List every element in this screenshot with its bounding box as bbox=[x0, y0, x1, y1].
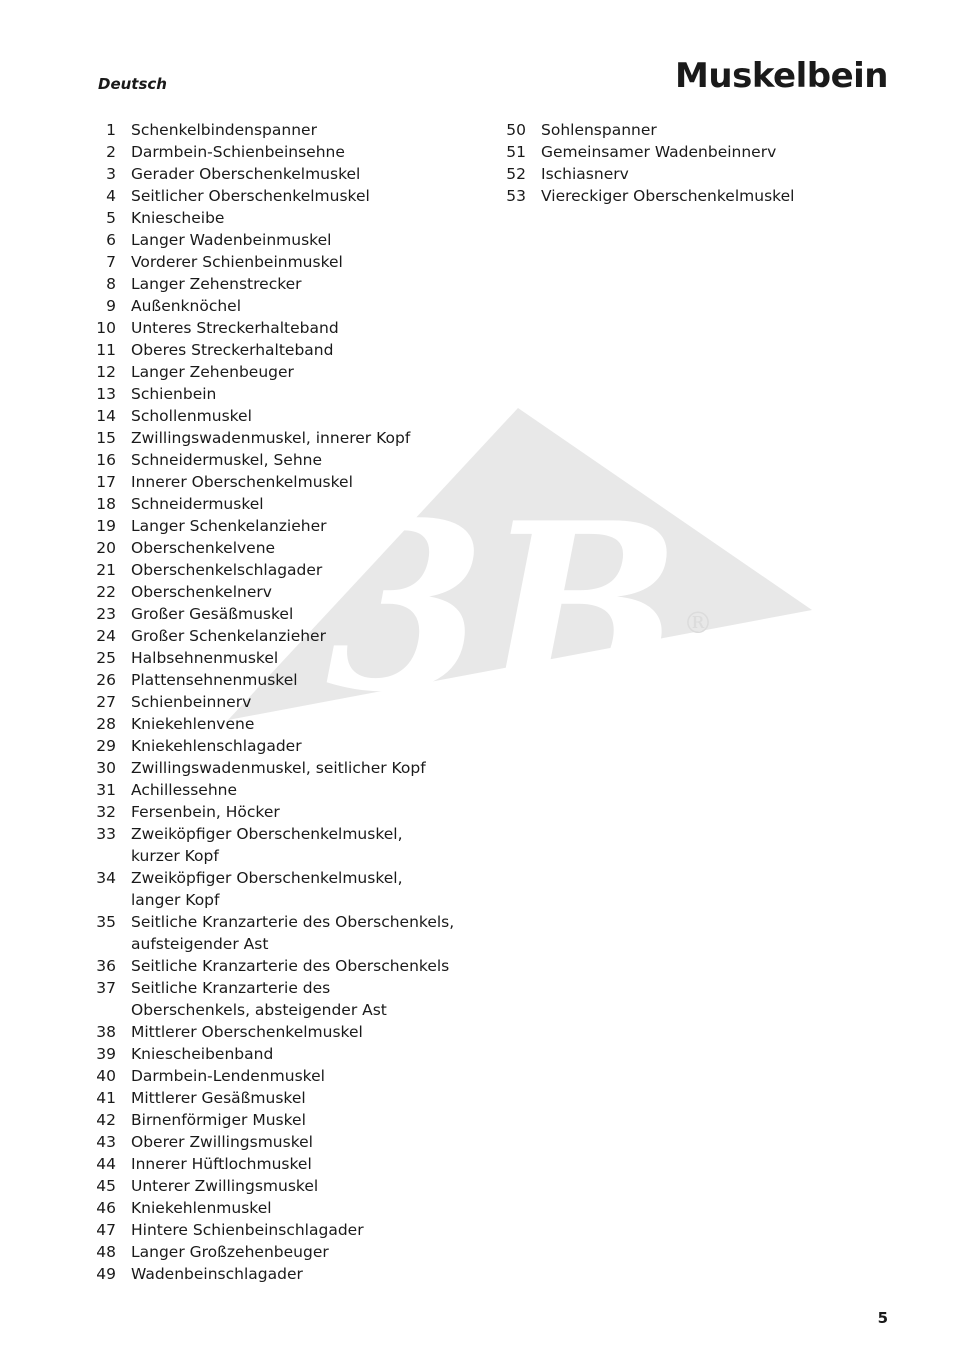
legend-item-number: 31 bbox=[96, 781, 116, 799]
legend-item bbox=[90, 581, 490, 603]
legend-item-label: Schneidermuskel bbox=[131, 495, 264, 513]
legend-item-label: Außenknöchel bbox=[131, 297, 242, 315]
legend-item-label: Oberschenkelvene bbox=[131, 539, 276, 557]
legend-item bbox=[90, 757, 490, 779]
legend-item-label: Gemeinsamer Wadenbeinnerv bbox=[541, 143, 777, 161]
legend-item bbox=[90, 405, 490, 427]
legend-item bbox=[90, 339, 490, 361]
registered-mark-icon: ® bbox=[683, 606, 713, 641]
legend-item bbox=[90, 1219, 490, 1241]
legend-item-label: Zwillingswadenmuskel, innerer Kopf bbox=[131, 429, 411, 447]
legend-item-number: 44 bbox=[96, 1155, 116, 1173]
language-label: Deutsch bbox=[98, 75, 167, 93]
legend-item-number: 40 bbox=[96, 1067, 116, 1085]
legend-item-label: Gerader Oberschenkelmuskel bbox=[131, 165, 361, 183]
legend-item-number: 48 bbox=[96, 1243, 116, 1261]
legend-item-label: Schienbeinnerv bbox=[131, 693, 252, 711]
legend-item bbox=[90, 361, 490, 383]
legend-item-label: Mittlerer Gesäßmuskel bbox=[131, 1089, 306, 1107]
legend-item-label: Oberschenkelnerv bbox=[131, 583, 272, 601]
legend-item-label: Innerer Hüftlochmuskel bbox=[131, 1155, 312, 1173]
legend-item bbox=[90, 713, 490, 735]
legend-item bbox=[500, 119, 830, 141]
legend-item bbox=[90, 691, 490, 713]
legend-item-number: 33 bbox=[96, 825, 116, 843]
legend-item-number: 39 bbox=[96, 1045, 116, 1063]
legend-item bbox=[90, 251, 490, 273]
legend-item-label: Achillessehne bbox=[131, 781, 238, 799]
legend-item-number: 15 bbox=[96, 429, 116, 447]
legend-item-number: 50 bbox=[506, 121, 526, 139]
legend-item bbox=[90, 1109, 490, 1131]
legend-item-label: Seitlicher Oberschenkelmuskel bbox=[131, 187, 370, 205]
legend-item-number: 17 bbox=[96, 473, 116, 491]
legend-item bbox=[90, 383, 490, 405]
legend-item bbox=[90, 141, 490, 163]
legend-item-number: 11 bbox=[96, 341, 116, 359]
legend-item-label: Birnenförmiger Muskel bbox=[131, 1111, 306, 1129]
legend-item bbox=[90, 801, 490, 823]
legend-item bbox=[90, 449, 490, 471]
legend-item-number: 52 bbox=[506, 165, 526, 183]
legend-item-number: 8 bbox=[106, 275, 116, 293]
legend-item-label: Hintere Schienbeinschlagader bbox=[131, 1221, 364, 1239]
legend-item bbox=[90, 1131, 490, 1153]
legend-item bbox=[90, 163, 490, 185]
legend-item bbox=[90, 977, 490, 1021]
legend-item-number: 38 bbox=[96, 1023, 116, 1041]
legend-item-label: Kniescheibe bbox=[131, 209, 225, 227]
legend-item bbox=[90, 603, 490, 625]
legend-item-number: 42 bbox=[96, 1111, 116, 1129]
legend-item-label: Unteres Streckerhalteband bbox=[131, 319, 339, 337]
legend-item bbox=[90, 625, 490, 647]
legend-item-number: 10 bbox=[96, 319, 116, 337]
legend-item-label: Wadenbeinschlagader bbox=[131, 1265, 303, 1283]
legend-item-number: 45 bbox=[96, 1177, 116, 1195]
legend-item-number: 28 bbox=[96, 715, 116, 733]
legend-item bbox=[90, 1153, 490, 1175]
legend-item-number: 32 bbox=[96, 803, 116, 821]
legend-item-number: 46 bbox=[96, 1199, 116, 1217]
legend-item-label: Ischiasnerv bbox=[541, 165, 629, 183]
legend-item bbox=[90, 537, 490, 559]
legend-item-number: 22 bbox=[96, 583, 116, 601]
legend-item-label: Innerer Oberschenkelmuskel bbox=[131, 473, 353, 491]
legend-item-label: Seitliche Kranzarterie des Oberschenkels, aufsteigender Ast bbox=[131, 913, 455, 953]
legend-item-label: Fersenbein, Höcker bbox=[131, 803, 280, 821]
legend-item-label: Schollenmuskel bbox=[131, 407, 252, 425]
legend-item-label: Kniekehlenschlagader bbox=[131, 737, 302, 755]
legend-item-number: 7 bbox=[106, 253, 116, 271]
watermark-logo-text: 3B bbox=[325, 473, 681, 728]
legend-item-number: 53 bbox=[506, 187, 526, 205]
legend-item bbox=[90, 955, 490, 977]
legend-item-number: 16 bbox=[96, 451, 116, 469]
legend-item-label: Seitliche Kranzarterie des Oberschenkels bbox=[131, 957, 450, 975]
legend-item-number: 36 bbox=[96, 957, 116, 975]
legend-item bbox=[500, 185, 830, 207]
legend-item-number: 6 bbox=[106, 231, 116, 249]
legend-item bbox=[90, 823, 490, 867]
legend-item-number: 49 bbox=[96, 1265, 116, 1283]
legend-item-label: Plattensehnenmuskel bbox=[131, 671, 298, 689]
legend-item bbox=[90, 1087, 490, 1109]
legend-item bbox=[90, 1065, 490, 1087]
legend-item-number: 3 bbox=[106, 165, 116, 183]
legend-item bbox=[90, 867, 490, 911]
legend-item-label: Langer Wadenbeinmuskel bbox=[131, 231, 332, 249]
legend-item-label: Sohlenspanner bbox=[541, 121, 657, 139]
legend-item-number: 47 bbox=[96, 1221, 116, 1239]
legend-item-label: Kniekehlenvene bbox=[131, 715, 255, 733]
legend-item bbox=[90, 493, 490, 515]
legend-item bbox=[90, 185, 490, 207]
legend-item bbox=[500, 141, 830, 163]
legend-item-number: 9 bbox=[106, 297, 116, 315]
legend-item bbox=[90, 1021, 490, 1043]
legend-item bbox=[90, 559, 490, 581]
legend-item-number: 51 bbox=[506, 143, 526, 161]
legend-item bbox=[90, 229, 490, 251]
legend-item-number: 21 bbox=[96, 561, 116, 579]
legend-item bbox=[90, 119, 490, 141]
legend-item bbox=[90, 207, 490, 229]
legend-item bbox=[90, 1241, 490, 1263]
legend-item-number: 34 bbox=[96, 869, 116, 887]
legend-item-number: 25 bbox=[96, 649, 116, 667]
legend-item-number: 30 bbox=[96, 759, 116, 777]
legend-item-number: 18 bbox=[96, 495, 116, 513]
legend-item-label: Großer Schenkelanzieher bbox=[131, 627, 326, 645]
legend-item-label: Darmbein-Schienbeinsehne bbox=[131, 143, 345, 161]
legend-item bbox=[90, 1263, 490, 1285]
legend-item-number: 43 bbox=[96, 1133, 116, 1151]
legend-item bbox=[90, 471, 490, 493]
page-title: Muskelbein bbox=[675, 56, 888, 96]
legend-item-label: Langer Schenkelanzieher bbox=[131, 517, 327, 535]
legend-item-label: Langer Großzehenbeuger bbox=[131, 1243, 329, 1261]
legend-item-label: Unterer Zwillingsmuskel bbox=[131, 1177, 319, 1195]
legend-item-number: 24 bbox=[96, 627, 116, 645]
legend-item bbox=[90, 669, 490, 691]
legend-item-label: Großer Gesäßmuskel bbox=[131, 605, 294, 623]
legend-item-number: 13 bbox=[96, 385, 116, 403]
legend-item-label: Langer Zehenbeuger bbox=[131, 363, 294, 381]
legend-item bbox=[90, 1197, 490, 1219]
legend-item-number: 37 bbox=[96, 979, 116, 997]
legend-item-label: Oberer Zwillingsmuskel bbox=[131, 1133, 313, 1151]
legend-item bbox=[90, 295, 490, 317]
legend-item-number: 12 bbox=[96, 363, 116, 381]
legend-item bbox=[500, 163, 830, 185]
legend-item-label: Oberschenkelschlagader bbox=[131, 561, 323, 579]
legend-item-label: Mittlerer Oberschenkelmuskel bbox=[131, 1023, 363, 1041]
legend-item-label: Halbsehnenmuskel bbox=[131, 649, 279, 667]
legend-item-label: Darmbein-Lendenmuskel bbox=[131, 1067, 325, 1085]
legend-item-number: 14 bbox=[96, 407, 116, 425]
legend-item-number: 2 bbox=[106, 143, 116, 161]
legend-item-label: Kniescheibenband bbox=[131, 1045, 274, 1063]
legend-item bbox=[90, 779, 490, 801]
legend-item-number: 4 bbox=[106, 187, 116, 205]
legend-list-left bbox=[90, 119, 490, 1285]
legend-item bbox=[90, 515, 490, 537]
legend-item-label: Zweiköpfiger Oberschenkelmuskel, langer Kopf bbox=[131, 869, 403, 909]
legend-item-label: Kniekehlenmuskel bbox=[131, 1199, 272, 1217]
legend-item-number: 23 bbox=[96, 605, 116, 623]
legend-item bbox=[90, 911, 490, 955]
legend-item-label: Zweiköpfiger Oberschenkelmuskel, kurzer Kopf bbox=[131, 825, 403, 865]
legend-item-label: Schienbein bbox=[131, 385, 217, 403]
legend-item-label: Seitliche Kranzarterie des Oberschenkels, absteigender Ast bbox=[131, 979, 387, 1019]
legend-item bbox=[90, 735, 490, 757]
legend-item bbox=[90, 317, 490, 339]
legend-item bbox=[90, 273, 490, 295]
legend-item-number: 1 bbox=[106, 121, 116, 139]
legend-item bbox=[90, 427, 490, 449]
legend-item-number: 20 bbox=[96, 539, 116, 557]
legend-item-label: Viereckiger Oberschenkelmuskel bbox=[541, 187, 795, 205]
legend-item-number: 19 bbox=[96, 517, 116, 535]
legend-item-label: Schneidermuskel, Sehne bbox=[131, 451, 323, 469]
legend-item-number: 26 bbox=[96, 671, 116, 689]
legend-item-label: Schenkelbindenspanner bbox=[131, 121, 317, 139]
legend-item-label: Vorderer Schienbeinmuskel bbox=[131, 253, 343, 271]
legend-item-number: 27 bbox=[96, 693, 116, 711]
legend-item bbox=[90, 1175, 490, 1197]
page-number: 5 bbox=[877, 1309, 888, 1327]
legend-item-label: Langer Zehenstrecker bbox=[131, 275, 302, 293]
legend-item-number: 41 bbox=[96, 1089, 116, 1107]
legend-item bbox=[90, 1043, 490, 1065]
legend-item-number: 29 bbox=[96, 737, 116, 755]
legend-list-right bbox=[500, 119, 830, 207]
legend-item-number: 5 bbox=[106, 209, 116, 227]
legend-item-number: 35 bbox=[96, 913, 116, 931]
legend-item-label: Oberes Streckerhalteband bbox=[131, 341, 334, 359]
legend-item-label: Zwillingswadenmuskel, seitlicher Kopf bbox=[131, 759, 426, 777]
legend-item bbox=[90, 647, 490, 669]
